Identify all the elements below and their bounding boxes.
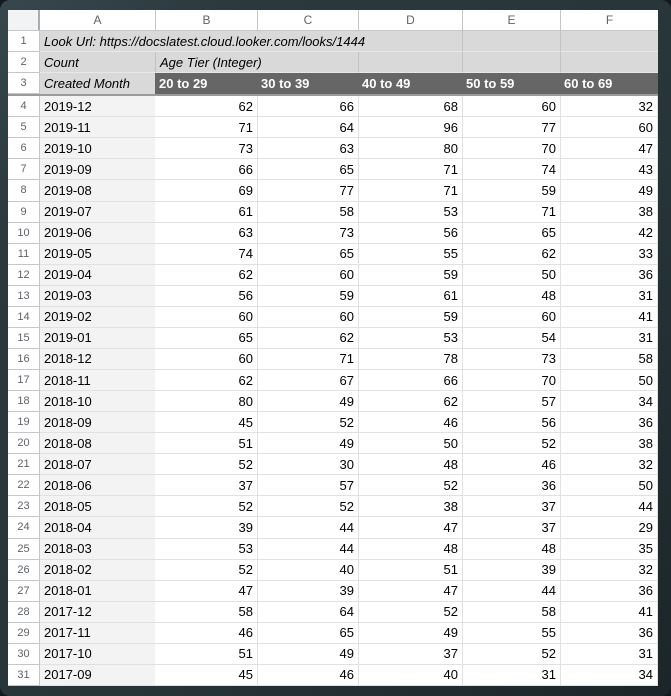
cell-c9[interactable]: 58 (257, 202, 358, 223)
cell-label: Age Tier (Integer) (160, 54, 262, 70)
cell-e28[interactable]: 58 (462, 602, 560, 623)
cell-b3[interactable]: 20 to 29 (155, 73, 257, 94)
sheet-row-1 (8, 31, 658, 52)
cell-c17[interactable]: 67 (257, 370, 358, 391)
row-header-1[interactable]: 1 (8, 31, 40, 52)
sheet-row-12 (8, 265, 658, 286)
cell-c21[interactable]: 30 (257, 454, 358, 475)
cell-e15[interactable]: 54 (462, 328, 560, 349)
cell-c28[interactable]: 64 (257, 602, 358, 623)
cell-d9[interactable]: 53 (358, 202, 462, 223)
cell-c19[interactable]: 52 (257, 412, 358, 433)
sheet-row-13 (8, 286, 658, 307)
cell-d10[interactable]: 56 (358, 223, 462, 244)
cell-f1[interactable] (560, 31, 658, 52)
cell-d3[interactable]: 40 to 49 (358, 73, 462, 94)
cell-f14[interactable]: 41 (560, 307, 658, 328)
cell-e21[interactable]: 46 (462, 454, 560, 475)
cell-f24[interactable]: 29 (560, 517, 658, 538)
cell-c5[interactable]: 64 (257, 117, 358, 138)
row-header-18[interactable]: 18 (8, 391, 40, 412)
cell-f22[interactable]: 50 (560, 475, 658, 496)
cell-b22[interactable]: 37 (155, 475, 257, 496)
cell-d7[interactable]: 71 (358, 159, 462, 180)
cell-a25[interactable]: 2018-03 (40, 539, 155, 560)
row-header-22[interactable]: 22 (8, 475, 40, 496)
cell-f10[interactable]: 42 (560, 223, 658, 244)
cell-e14[interactable]: 60 (462, 307, 560, 328)
cell-e31[interactable]: 31 (462, 665, 560, 686)
cell-b24[interactable]: 39 (155, 517, 257, 538)
cell-a20[interactable]: 2018-08 (40, 433, 155, 454)
cell-a3[interactable]: Created Month (40, 73, 155, 94)
cell-f26[interactable]: 32 (560, 560, 658, 581)
cell-d21[interactable]: 48 (358, 454, 462, 475)
cell-f15[interactable]: 31 (560, 328, 658, 349)
sheet-row-27 (8, 581, 658, 602)
row-header-29[interactable]: 29 (8, 623, 40, 644)
cell-f25[interactable]: 35 (560, 539, 658, 560)
cell-b18[interactable]: 80 (155, 391, 257, 412)
row-header-16[interactable]: 16 (8, 349, 40, 370)
cell-e3[interactable]: 50 to 59 (462, 73, 560, 94)
cell-e2[interactable] (462, 52, 560, 73)
row-header-31[interactable]: 31 (8, 665, 40, 686)
sheet-row-22 (8, 475, 658, 496)
row-header-5[interactable]: 5 (8, 117, 40, 138)
cell-f27[interactable]: 36 (560, 581, 658, 602)
cell-f19[interactable]: 36 (560, 412, 658, 433)
cell-f3[interactable]: 60 to 69 (560, 73, 658, 94)
sheet-row-3 (8, 73, 658, 96)
cell-b31[interactable]: 45 (155, 665, 257, 686)
row-header-21[interactable]: 21 (8, 454, 40, 475)
column-header-d[interactable]: D (358, 10, 462, 30)
cell-e26[interactable]: 39 (462, 560, 560, 581)
cell-b28[interactable]: 58 (155, 602, 257, 623)
row-header-14[interactable]: 14 (8, 307, 40, 328)
column-header-a[interactable]: A (93, 13, 102, 27)
cell-c31[interactable]: 46 (257, 665, 358, 686)
cell-b16[interactable]: 60 (155, 349, 257, 370)
cell-a1[interactable] (40, 31, 366, 52)
cell-d14[interactable]: 59 (358, 307, 462, 328)
cell-a22[interactable]: 2018-06 (40, 475, 155, 496)
cell-e1[interactable] (462, 31, 560, 52)
row-header-12[interactable]: 12 (8, 265, 40, 286)
cell-e24[interactable]: 37 (462, 517, 560, 538)
cell-a24[interactable]: 2018-04 (40, 517, 155, 538)
cell-d4[interactable]: 68 (358, 96, 462, 117)
cell-b8[interactable]: 69 (155, 180, 257, 201)
cell-e30[interactable]: 52 (462, 644, 560, 665)
cell-e22[interactable]: 36 (462, 475, 560, 496)
cell-d26[interactable]: 51 (358, 560, 462, 581)
cell-f12[interactable]: 36 (560, 265, 658, 286)
cell-e16[interactable]: 73 (462, 349, 560, 370)
cell-c26[interactable]: 40 (257, 560, 358, 581)
row-header-15[interactable]: 15 (8, 328, 40, 349)
sheet-row-11 (8, 244, 658, 265)
cell-d27[interactable]: 47 (358, 581, 462, 602)
cell-e8[interactable]: 59 (462, 180, 560, 201)
row-header-3[interactable]: 3 (8, 73, 40, 94)
sheet-row-8 (8, 180, 658, 201)
cell-c4[interactable]: 66 (257, 96, 358, 117)
cell-b17[interactable]: 62 (155, 370, 257, 391)
cell-b2[interactable] (155, 52, 262, 73)
sheet-row-7 (8, 159, 658, 180)
cell-e13[interactable]: 48 (462, 286, 560, 307)
cell-d2[interactable] (358, 52, 462, 73)
sheet-row-18 (8, 391, 658, 412)
cell-e10[interactable]: 65 (462, 223, 560, 244)
cell-b13[interactable]: 56 (155, 286, 257, 307)
row-header-6[interactable]: 6 (8, 138, 40, 159)
column-header-c[interactable]: C (257, 10, 358, 30)
cell-b27[interactable]: 47 (155, 581, 257, 602)
cell-d23[interactable]: 38 (358, 496, 462, 517)
cell-d1[interactable] (358, 31, 462, 52)
cell-d18[interactable]: 62 (358, 391, 462, 412)
cell-a12[interactable]: 2019-04 (40, 265, 155, 286)
sheet-row-6 (8, 138, 658, 159)
cell-b12[interactable]: 62 (155, 265, 257, 286)
cell-b9[interactable]: 61 (155, 202, 257, 223)
cell-f18[interactable]: 34 (560, 391, 658, 412)
spreadsheet (8, 10, 658, 686)
cell-d24[interactable]: 47 (358, 517, 462, 538)
sheet-row-4 (8, 96, 658, 117)
sheet-row-21 (8, 454, 658, 475)
row-header-23[interactable]: 23 (8, 496, 40, 517)
cell-c11[interactable]: 65 (257, 244, 358, 265)
cell-e4[interactable]: 60 (462, 96, 560, 117)
cell-b26[interactable]: 52 (155, 560, 257, 581)
cell-a21[interactable]: 2018-07 (40, 454, 155, 475)
cell-e17[interactable]: 70 (462, 370, 560, 391)
sheet-row-24 (8, 517, 658, 538)
cell-b11[interactable]: 74 (155, 244, 257, 265)
sheet-row-19 (8, 412, 658, 433)
cell-d22[interactable]: 52 (358, 475, 462, 496)
row-header-24[interactable]: 24 (8, 517, 40, 538)
row-header-9[interactable]: 9 (8, 202, 40, 223)
cell-d12[interactable]: 59 (358, 265, 462, 286)
sheet-row-31 (8, 665, 658, 686)
sheet-row-2 (8, 52, 658, 73)
cell-b23[interactable]: 52 (155, 496, 257, 517)
cell-b20[interactable]: 51 (155, 433, 257, 454)
cell-e6[interactable]: 70 (462, 138, 560, 159)
cell-d5[interactable]: 96 (358, 117, 462, 138)
cell-a28[interactable]: 2017-12 (40, 602, 155, 623)
sheet-row-28 (8, 602, 658, 623)
row-header-19[interactable]: 19 (8, 412, 40, 433)
cell-f23[interactable]: 44 (560, 496, 658, 517)
sheet-rows (8, 31, 658, 686)
cell-c2[interactable] (257, 52, 358, 73)
cell-f8[interactable]: 49 (560, 180, 658, 201)
column-header-e[interactable]: E (462, 10, 560, 30)
row-header-13[interactable]: 13 (8, 286, 40, 307)
cell-c6[interactable]: 63 (257, 138, 358, 159)
cell-a26[interactable]: 2018-02 (40, 560, 155, 581)
cell-b4[interactable]: 62 (155, 96, 257, 117)
cell-d17[interactable]: 66 (358, 370, 462, 391)
cell-d19[interactable]: 46 (358, 412, 462, 433)
cell-a11[interactable]: 2019-05 (40, 244, 155, 265)
row-header-20[interactable]: 20 (8, 433, 40, 454)
sheet-row-9 (8, 202, 658, 223)
cell-b7[interactable]: 66 (155, 159, 257, 180)
select-all-corner[interactable] (8, 10, 40, 30)
cell-c29[interactable]: 65 (257, 623, 358, 644)
cell-c25[interactable]: 44 (257, 539, 358, 560)
cell-f20[interactable]: 38 (560, 433, 658, 454)
cell-a19[interactable]: 2018-09 (40, 412, 155, 433)
cell-e19[interactable]: 56 (462, 412, 560, 433)
cell-c8[interactable]: 77 (257, 180, 358, 201)
row-header-10[interactable]: 10 (8, 223, 40, 244)
cell-a14[interactable]: 2019-02 (40, 307, 155, 328)
cell-a31[interactable]: 2017-09 (40, 665, 155, 686)
sheet-row-5 (8, 117, 658, 138)
cell-a23[interactable]: 2018-05 (40, 496, 155, 517)
cell-a8[interactable]: 2019-08 (40, 180, 155, 201)
row-header-7[interactable]: 7 (8, 159, 40, 180)
sheet-row-29 (8, 623, 658, 644)
row-header-26[interactable]: 26 (8, 560, 40, 581)
cell-d8[interactable]: 71 (358, 180, 462, 201)
cell-a10[interactable]: 2019-06 (40, 223, 155, 244)
cell-b10[interactable]: 63 (155, 223, 257, 244)
sheet-row-16 (8, 349, 658, 370)
cell-c12[interactable]: 60 (257, 265, 358, 286)
column-header-b[interactable]: B (155, 10, 257, 30)
cell-label: Count (44, 54, 79, 70)
cell-c3[interactable]: 30 to 39 (257, 73, 358, 94)
cell-f9[interactable]: 38 (560, 202, 658, 223)
cell-d13[interactable]: 61 (358, 286, 462, 307)
sheet-row-26 (8, 560, 658, 581)
cell-f2[interactable] (560, 52, 658, 73)
cell-b14[interactable]: 60 (155, 307, 257, 328)
cell-a27[interactable]: 2018-01 (40, 581, 155, 602)
cell-f13[interactable]: 31 (560, 286, 658, 307)
cell-f11[interactable]: 33 (560, 244, 658, 265)
cell-c27[interactable]: 39 (257, 581, 358, 602)
cell-f17[interactable]: 50 (560, 370, 658, 391)
cell-c24[interactable]: 44 (257, 517, 358, 538)
cell-e27[interactable]: 44 (462, 581, 560, 602)
cell-d29[interactable]: 49 (358, 623, 462, 644)
cell-a16[interactable]: 2018-12 (40, 349, 155, 370)
cell-e25[interactable]: 48 (462, 539, 560, 560)
cell-d25[interactable]: 48 (358, 539, 462, 560)
row-header-25[interactable]: 25 (8, 539, 40, 560)
cell-c10[interactable]: 73 (257, 223, 358, 244)
cell-d28[interactable]: 52 (358, 602, 462, 623)
sheet-row-15 (8, 328, 658, 349)
row-header-17[interactable]: 17 (8, 370, 40, 391)
cell-f7[interactable]: 43 (560, 159, 658, 180)
cell-f5[interactable]: 60 (560, 117, 658, 138)
column-header-f[interactable]: F (560, 10, 658, 30)
row-header-28[interactable]: 28 (8, 602, 40, 623)
cell-b29[interactable]: 46 (155, 623, 257, 644)
cell-b19[interactable]: 45 (155, 412, 257, 433)
cell-c18[interactable]: 49 (257, 391, 358, 412)
cell-a5[interactable]: 2019-11 (40, 117, 155, 138)
cell-e5[interactable]: 77 (462, 117, 560, 138)
cell-e23[interactable]: 37 (462, 496, 560, 517)
cell-d31[interactable]: 40 (358, 665, 462, 686)
cell-e18[interactable]: 57 (462, 391, 560, 412)
cell-f21[interactable]: 32 (560, 454, 658, 475)
row-header-11[interactable]: 11 (8, 244, 40, 265)
cell-f6[interactable]: 47 (560, 138, 658, 159)
cell-b25[interactable]: 53 (155, 539, 257, 560)
cell-b30[interactable]: 51 (155, 644, 257, 665)
sheet-row-14 (8, 307, 658, 328)
cell-f29[interactable]: 36 (560, 623, 658, 644)
cell-d16[interactable]: 78 (358, 349, 462, 370)
cell-e29[interactable]: 55 (462, 623, 560, 644)
cell-c7[interactable]: 65 (257, 159, 358, 180)
row-header-2[interactable]: 2 (8, 52, 40, 73)
cell-label: Look Url: https://docslatest.cloud.looker.com/looks/1444 (44, 33, 366, 49)
row-header-8[interactable]: 8 (8, 180, 40, 201)
cell-b6[interactable]: 73 (155, 138, 257, 159)
cell-e7[interactable]: 74 (462, 159, 560, 180)
sheet-row-23 (8, 496, 658, 517)
cell-c15[interactable]: 62 (257, 328, 358, 349)
cell-b15[interactable]: 65 (155, 328, 257, 349)
cell-b21[interactable]: 52 (155, 454, 257, 475)
cell-f28[interactable]: 41 (560, 602, 658, 623)
cell-d11[interactable]: 55 (358, 244, 462, 265)
cell-a2[interactable] (40, 52, 155, 73)
cell-d15[interactable]: 53 (358, 328, 462, 349)
cell-f31[interactable]: 34 (560, 665, 658, 686)
cell-c23[interactable]: 52 (257, 496, 358, 517)
column-header-row (8, 10, 658, 31)
cell-f4[interactable]: 32 (560, 96, 658, 117)
cell-a13[interactable]: 2019-03 (40, 286, 155, 307)
cell-a9[interactable]: 2019-07 (40, 202, 155, 223)
cell-a18[interactable]: 2018-10 (40, 391, 155, 412)
cell-b5[interactable]: 71 (155, 117, 257, 138)
cell-c14[interactable]: 60 (257, 307, 358, 328)
cell-a29[interactable]: 2017-11 (40, 623, 155, 644)
cell-a4[interactable]: 2019-12 (40, 96, 155, 117)
cell-a15[interactable]: 2019-01 (40, 328, 155, 349)
cell-a17[interactable]: 2018-11 (40, 370, 155, 391)
sheet-row-17 (8, 370, 658, 391)
cell-f16[interactable]: 58 (560, 349, 658, 370)
cell-d20[interactable]: 50 (358, 433, 462, 454)
cell-e20[interactable]: 52 (462, 433, 560, 454)
cell-e11[interactable]: 62 (462, 244, 560, 265)
cell-e9[interactable]: 71 (462, 202, 560, 223)
cell-e12[interactable]: 50 (462, 265, 560, 286)
cell-c20[interactable]: 49 (257, 433, 358, 454)
sheet-row-10 (8, 223, 658, 244)
sheet-row-20 (8, 433, 658, 454)
cell-a30[interactable]: 2017-10 (40, 644, 155, 665)
sheet-row-30 (8, 644, 658, 665)
cell-a6[interactable]: 2019-10 (40, 138, 155, 159)
cell-c16[interactable]: 71 (257, 349, 358, 370)
cell-f30[interactable]: 31 (560, 644, 658, 665)
row-header-4[interactable]: 4 (8, 96, 40, 117)
cell-c22[interactable]: 57 (257, 475, 358, 496)
cell-d6[interactable]: 80 (358, 138, 462, 159)
sheet-row-25 (8, 539, 658, 560)
cell-d30[interactable]: 37 (358, 644, 462, 665)
cell-c30[interactable]: 49 (257, 644, 358, 665)
row-header-27[interactable]: 27 (8, 581, 40, 602)
row-header-30[interactable]: 30 (8, 644, 40, 665)
cell-a7[interactable]: 2019-09 (40, 159, 155, 180)
cell-c13[interactable]: 59 (257, 286, 358, 307)
